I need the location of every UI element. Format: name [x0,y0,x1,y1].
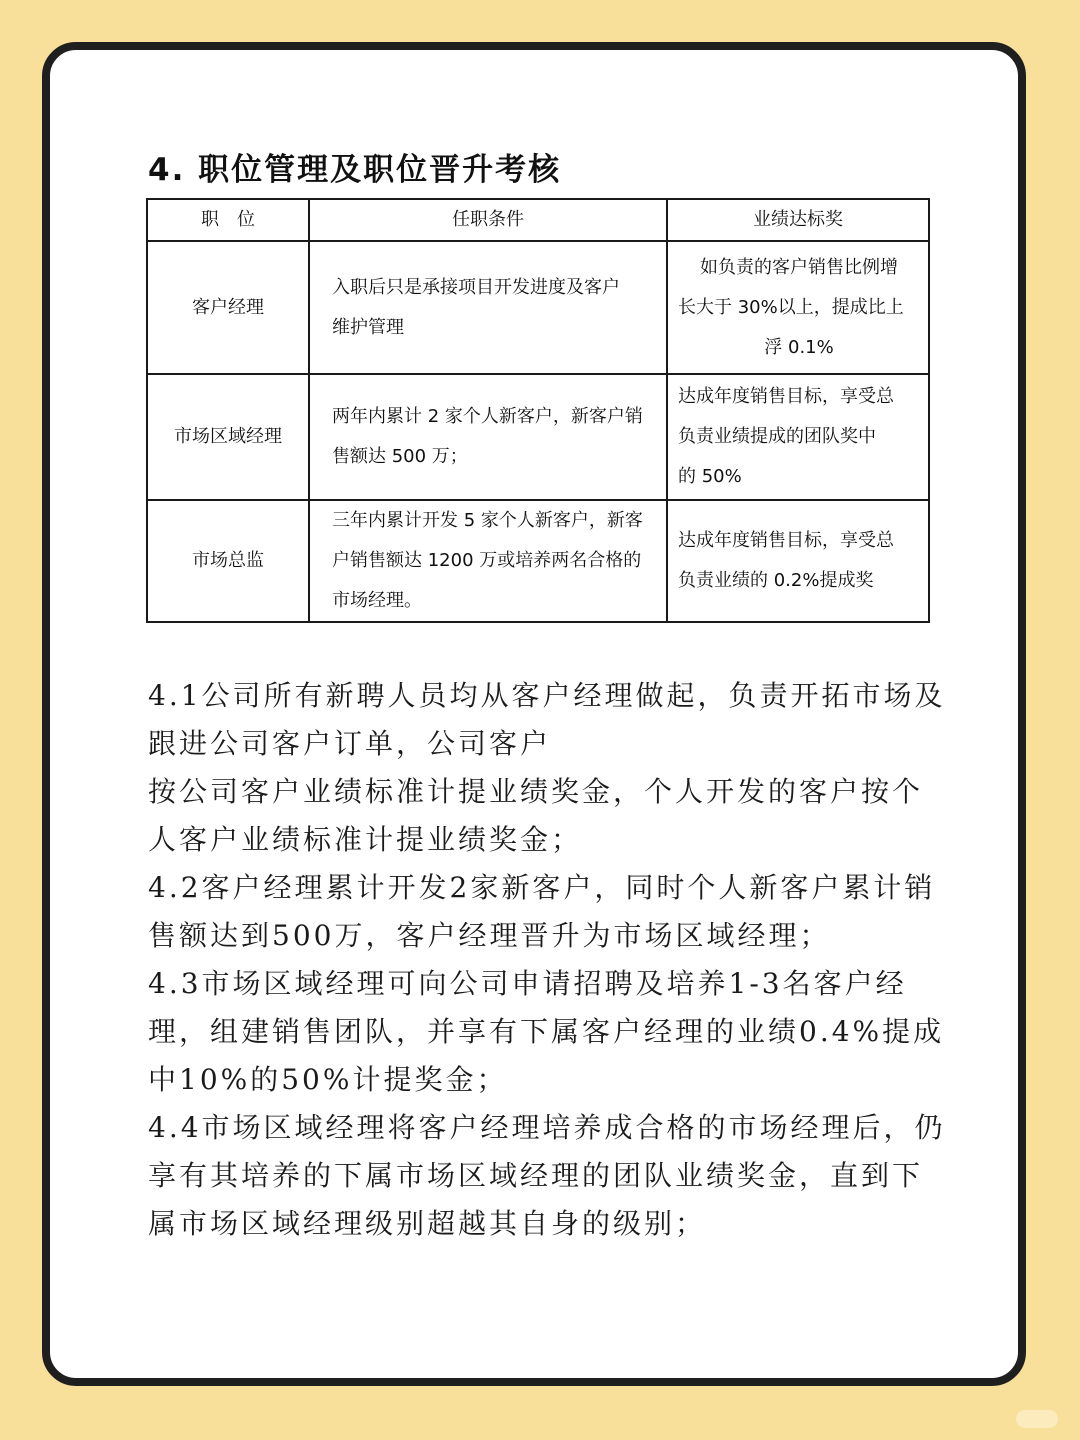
condition-line: 户销售额达 1200 万或培养两名合格的 [332,550,642,571]
position-table [146,198,930,623]
position-cell: 客户经理 [147,241,309,374]
paragraph: 4.1公司所有新聘人员均从客户经理做起，负责开拓市场及跟进公司客户订单，公司客户 [148,679,946,760]
watermark [1016,1410,1058,1428]
award-line: 的 50% [678,466,742,487]
condition-line: 售额达 500 万； [332,446,468,467]
condition-cell [309,500,667,622]
header-position: 职 位 [147,199,309,241]
award-line: 达成年度销售目标，享受总 [678,386,894,407]
award-cell [667,374,929,500]
award-line: 长大于 30%以上，提成比上 [678,296,904,318]
position-cell: 市场总监 [147,500,309,622]
award-line: 如负责的客户销售比例增 [700,256,898,278]
condition-cell [309,374,667,500]
award-line: 达成年度销售目标，享受总 [678,530,894,551]
paragraph: 按公司客户业绩标准计提业绩奖金，个人开发的客户按个人客户业绩标准计提业绩奖金； [148,775,924,856]
paragraph: 4.2客户经理累计开发2家新客户，同时个人新客户累计销售额达到500万，客户经理晋升为市场区域经理； [148,871,936,952]
award-cell [667,241,929,374]
position-cell: 市场区域经理 [147,374,309,500]
content-card [42,42,1026,1386]
condition-cell [309,241,667,374]
table-header-row [147,199,929,241]
condition-line: 三年内累计开发 5 家个人新客户，新客 [332,510,643,531]
table-row [147,374,929,500]
table-row [147,500,929,622]
award-cell [667,500,929,622]
award-line: 负责业绩提成的团队奖中 [678,426,876,447]
body-text [148,672,948,1248]
paragraph: 4.3市场区域经理可向公司申请招聘及培养1-3名客户经理，组建销售团队，并享有下属客户经理的业绩0.4%提成中10%的50%计提奖金； [148,967,945,1096]
header-condition: 任职条件 [309,199,667,241]
condition-line: 维护管理 [332,316,404,338]
header-award: 业绩达标奖 [667,199,929,241]
paragraph: 4.4市场区域经理将客户经理培养成合格的市场经理后，仍享有其培养的下属市场区域经理的团队业绩奖金，直到下属市场区域经理级别超越其自身的级别； [148,1111,946,1240]
section-heading: 4. 职位管理及职位晋升考核 [148,152,562,188]
condition-line: 入职后只是承接项目开发进度及客户 [332,276,620,298]
award-line: 浮 0.1% [764,336,834,358]
condition-line: 市场经理。 [332,590,422,611]
condition-line: 两年内累计 2 家个人新客户，新客户销 [332,406,643,427]
table-row [147,241,929,374]
award-line: 负责业绩的 0.2%提成奖 [678,570,874,591]
